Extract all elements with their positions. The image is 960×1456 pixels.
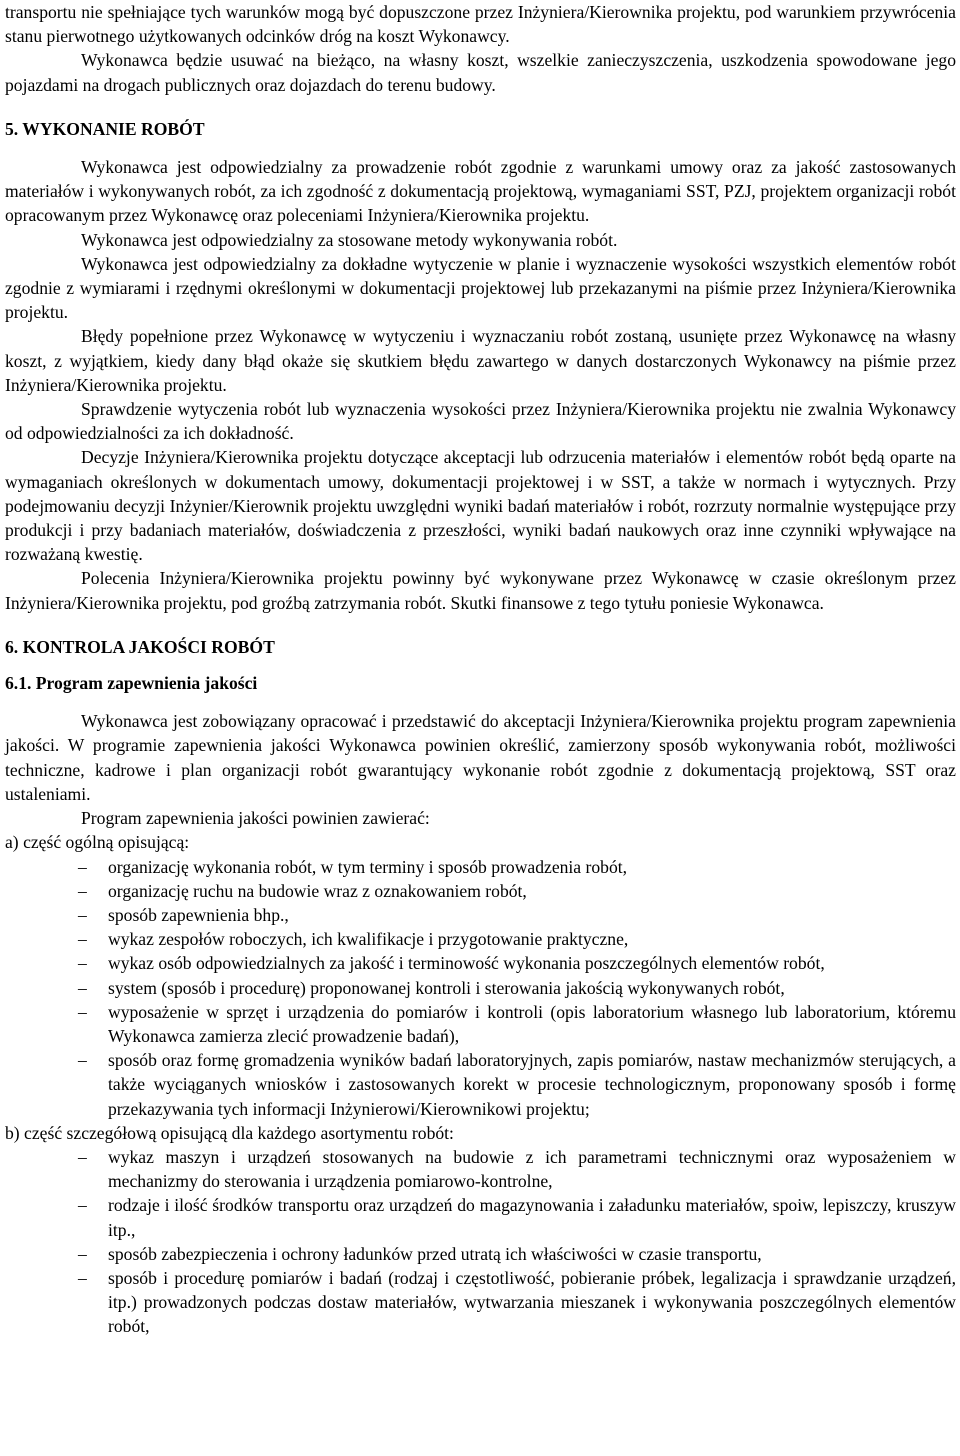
section-6-1-heading: 6.1. Program zapewnienia jakości [5, 673, 258, 694]
list-item: – rodzaje i ilość środków transportu oraz urządzeń do magazynowania i załadunku materiałów, spoiw, lepiszczy, kruszyw itp., [78, 1195, 956, 1240]
section-5-paragraph-5: Sprawdzenie wytyczenia robót lub wyznaczenia wysokości przez Inżyniera/Kierownika projektu nie zwalnia Wykonawcy od odpowiedzialności za ich dokładność. [5, 399, 956, 444]
dash-bullet: – [78, 1267, 87, 1288]
list-part-b [5, 1145, 956, 1339]
section-5-paragraph-2: Wykonawca jest odpowiedzialny za stosowane metody wykonywania robót. [81, 229, 618, 250]
list-item: – organizację ruchu na budowie wraz z oznakowaniem robót, [5, 879, 956, 903]
dash-bullet: – [78, 1195, 87, 1216]
list-item: – wykaz zespołów roboczych, ich kwalifikacje i przygotowanie praktyczne, [5, 927, 956, 951]
list-item: – sposób oraz formę gromadzenia wyników badań laboratoryjnych, zapis pomiarów, nastaw mechanizmów sterujących, a także wyciąganych wniosków i zastosowanych korekt w procesie technologicznym, proponowany sposób i formę przekazywania tych informacji Inżynierowi/Kierownikowi projektu; [78, 1050, 956, 1119]
section-5-paragraph-7: Polecenia Inżyniera/Kierownika projektu powinny być wykonywane przez Wykonawcę w czasie określonym przez Inżyniera/Kierownika projektu, pod groźbą zatrzymania robót. Skutki finansowe z tego tytułu poniesie Wykonawca. [5, 568, 956, 613]
list-item: – system (sposób i procedurę) proponowanej kontroli i sterowania jakością wykonywanych robót, [5, 976, 956, 1000]
list-part-a [5, 855, 956, 1121]
dash-bullet: – [78, 856, 87, 877]
dash-bullet: – [78, 1001, 87, 1022]
part-b-label: b) część szczegółową opisującą dla każdego asortymentu robót: [5, 1122, 454, 1143]
dash-bullet: – [78, 1243, 87, 1264]
list-item: – sposób zabezpieczenia i ochrony ładunków przed utratą ich właściwości w czasie transportu, [5, 1242, 956, 1266]
section-5-paragraph-4: Błędy popełnione przez Wykonawcę w wytyczeniu i wyznaczaniu robót zostaną, usunięte przez Wykonawcę na własny koszt, z wyjątkiem, kiedy dany błąd okaże się skutkiem błędu zawartego w danych dostarczonych Wykonawcy na piśmie przez Inżyniera/Kierownika projektu. [5, 326, 956, 395]
dash-bullet: – [78, 977, 87, 998]
dash-bullet: – [78, 880, 87, 901]
section-5-paragraph-6: Decyzje Inżyniera/Kierownika projektu dotyczące akceptacji lub odrzucenia materiałów i elementów robót będą oparte na wymaganiach określonych w dokumentach umowy, dokumentacji projektowej i w SST, a także w normach i wytycznych. Przy podejmowaniu decyzji Inżynier/Kierownik projektu uwzględni wyniki badań materiałów i robót, rozrzuty normalnie występujące przy produkcji i przy badaniach materiałów, doświadczenia z przeszłości, wyniki badań naukowych oraz inne czynniki wpływające na rozważaną kwestię. [5, 447, 956, 565]
top-paragraph-cleaning: Wykonawca będzie usuwać na bieżąco, na własny koszt, wszelkie zanieczyszczenia, uszkodzenia spowodowane jego pojazdami na drogach publicznych oraz dojazdach do terenu budowy. [5, 50, 956, 95]
section-5-paragraph-3: Wykonawca jest odpowiedzialny za dokładne wytyczenie w planie i wyznaczenie wysokości wszystkich elementów robót zgodnie z wymiarami i rzędnymi określonymi w dokumentacji projektowej lub przekazanymi na piśmie przez Inżyniera/Kierownika projektu. [5, 253, 956, 323]
section-6-heading: 6. KONTROLA JAKOŚCI ROBÓT [5, 636, 275, 657]
section-5-paragraph-1: Wykonawca jest odpowiedzialny za prowadzenie robót zgodnie z warunkami umowy oraz za jakość zastosowanych materiałów i wykonywanych robót, za ich zgodność z dokumentacją projektową, wymaganiami SST, PZJ, projektem organizacji robót opracowanym przez Wykonawcę oraz poleceniami Inżyniera/Kierownika projektu. [5, 157, 956, 226]
section-5-heading: 5. WYKONANIE ROBÓT [5, 118, 205, 139]
list-item: – sposób zapewnienia bhp., [5, 903, 956, 927]
top-paragraph-continuation: transportu nie spełniające tych warunków mogą być dopuszczone przez Inżyniera/Kierownika projektu, pod warunkiem przywrócenia stanu pierwotnego użytkowanych odcinków dróg na koszt Wykonawcy. [5, 2, 956, 47]
dash-bullet: – [78, 929, 87, 950]
section-6-paragraph-1: Wykonawca jest zobowiązany opracować i przedstawić do akceptacji Inżyniera/Kierownika projektu program zapewnienia jakości. W programie zapewnienia jakości Wykonawca powinien określić, zamierzony sposób wykonywania robót, możliwości techniczne, kadrowe i plan organizacji robót gwarantujący wykonanie robót zgodnie z dokumentacją projektową, SST oraz ustaleniami. [5, 711, 956, 804]
list-item: – wyposażenie w sprzęt i urządzenia do pomiarów i kontroli (opis laboratorium własnego lub laboratorium, któremu Wykonawca zamierza zlecić prowadzenie badań), [78, 1001, 956, 1046]
list-item: – wykaz osób odpowiedzialnych za jakość i terminowość wykonania poszczególnych elementów robót, [5, 951, 956, 975]
section-6-paragraph-2: Program zapewnienia jakości powinien zawierać: [81, 808, 430, 829]
dash-bullet: – [78, 1050, 87, 1071]
dash-bullet: – [78, 1146, 87, 1167]
part-a-label: a) część ogólną opisującą: [5, 832, 190, 853]
dash-bullet: – [78, 953, 87, 974]
list-item: – wykaz maszyn i urządzeń stosowanych na budowie z ich parametrami technicznymi oraz wyposażeniem w mechanizmy do sterowania i urządzenia pomiarowo-kontrolne, [78, 1146, 956, 1192]
dash-bullet: – [78, 904, 87, 925]
list-item: – sposób i procedurę pomiarów i badań (rodzaj i częstotliwość, pobieranie próbek, legalizacja i sprawdzanie urządzeń, itp.) prowadzonych podczas dostaw materiałów, wytwarzania mieszanek i wykonywania poszczególnych elementów robót, [78, 1267, 956, 1337]
list-item: – organizację wykonania robót, w tym terminy i sposób prowadzenia robót, [5, 855, 956, 879]
